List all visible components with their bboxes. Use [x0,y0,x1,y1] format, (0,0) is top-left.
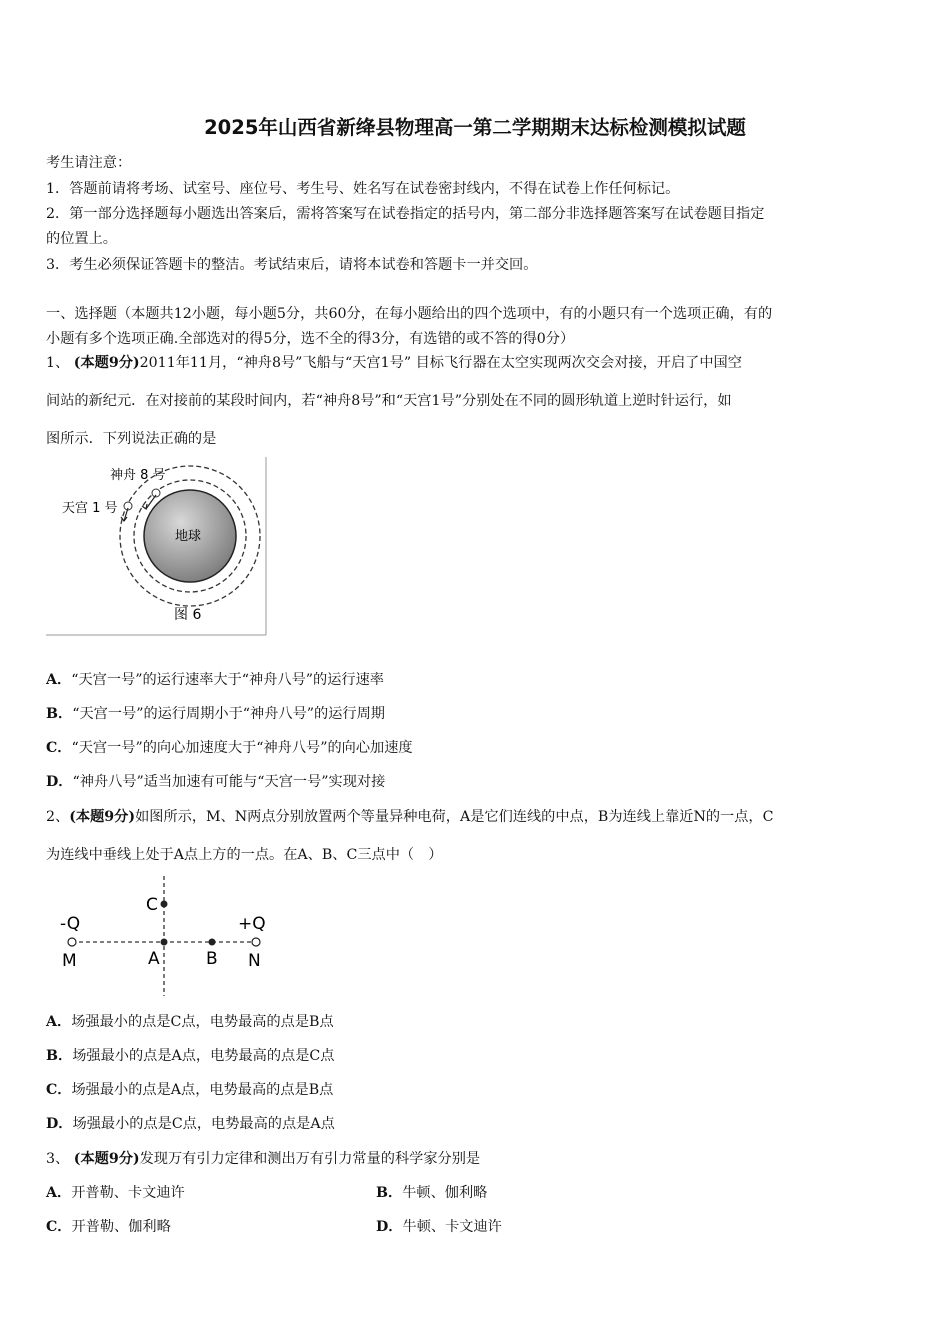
notice-item-2: 2．第一部分选择题每小题选出答案后，需将答案写在试卷指定的括号内，第二部分非选择题答案写在试卷题目指定 [46,206,765,222]
q1-option-a: A．“天宫一号”的运行速率大于“神舟八号”的运行速率 [46,672,384,688]
q2-option-b: B．场强最小的点是A点，电势最高的点是C点 [46,1048,335,1064]
label-b: B [206,949,218,969]
q3-option-d: D．牛顿、卡文迪许 [376,1219,502,1235]
label-pos-charge: +Q [238,914,266,934]
q2-stem-1: 如图所示，M、N两点分别放置两个等量异种电荷，A是它们连线的中点，B为连线上靠近N的一点，C [135,809,774,825]
q3-option-b: B．牛顿、伽利略 [376,1185,488,1201]
q1-stem-1: 2011年11月，“神舟8号”飞船与“天宫1号” 目标飞行器在太空实现两次交会对接，开启了中国空 [139,355,742,371]
point-n [252,938,260,946]
q3-option-c: C．开普勒、伽利略 [46,1219,171,1235]
charge-figure [52,874,282,1000]
q2-number: 2、 [46,809,70,825]
notice-item-2-cont: 的位置上。 [46,231,117,247]
label-c: C [146,895,158,915]
label-m: M [62,951,77,971]
figure-caption: 图 6 [174,607,202,623]
section-heading-line2: 小题有多个选项正确.全部选对的得5分，选不全的得3分，有选错的或不答的得0分） [46,331,575,347]
notice-heading: 考生请注意： [46,155,132,171]
q3-number: 3、 [46,1151,70,1167]
notice-item-1: 1．答题前请将考场、试室号、座位号、考生号、姓名写在试卷密封线内，不得在试卷上作任何标记。 [46,181,680,197]
point-m [68,938,76,946]
label-tiangong: 天宫 1 号 [62,501,118,516]
q1-number: 1、 [46,355,70,371]
q3-score: (本题9分) [73,1151,140,1167]
q2-line1 [46,806,773,826]
q1-option-b: B．“天宫一号”的运行周期小于“神舟八号”的运行周期 [46,706,385,722]
q1-line2: 间站的新纪元．在对接前的某段时间内，若“神舟8号”和“天宫1号”分别处在不同的圆形轨道上逆时针运行，如 [46,393,732,409]
label-neg-charge: -Q [60,914,81,934]
q3-stem: 发现万有引力定律和测出万有引力常量的科学家分别是 [139,1151,481,1167]
q1-option-d: D．“神舟八号”适当加速有可能与“天宫一号”实现对接 [46,774,386,790]
q1-line3: 图所示．下列说法正确的是 [46,431,217,447]
q1-option-c: C．“天宫一号”的向心加速度大于“神舟八号”的向心加速度 [46,740,413,756]
q2-option-a: A．场强最小的点是C点，电势最高的点是B点 [46,1014,334,1030]
label-n: N [248,951,261,971]
point-a [161,939,168,946]
q2-option-c: C．场强最小的点是A点，电势最高的点是B点 [46,1082,334,1098]
point-b [209,939,216,946]
q2-line2: 为连线中垂线上处于A点上方的一点。在A、B、C三点中（ ） [46,847,443,863]
section-heading-line1: 一、选择题（本题共12小题，每小题5分，共60分，在每小题给出的四个选项中，有的小题只有一个选项正确，有的 [46,306,773,322]
q1-score: (本题9分) [73,355,140,371]
q2-score: (本题9分) [69,809,136,825]
point-c [161,901,168,908]
q2-option-d: D．场强最小的点是C点，电势最高的点是A点 [46,1116,335,1132]
label-shenzhou: 神舟 8 号 [110,468,166,483]
q3-option-a: A．开普勒、卡文迪许 [46,1185,185,1201]
label-earth: 地球 [175,529,202,544]
q3-line1 [46,1148,480,1168]
notice-item-3: 3．考生必须保证答题卡的整洁。考试结束后，请将本试卷和答题卡一并交回。 [46,257,538,273]
orbit-figure [44,455,270,637]
exam-title: 2025年山西省新绛县物理高一第二学期期末达标检测模拟试题 [204,116,746,139]
q1-line1 [46,352,742,372]
label-a: A [148,949,160,969]
